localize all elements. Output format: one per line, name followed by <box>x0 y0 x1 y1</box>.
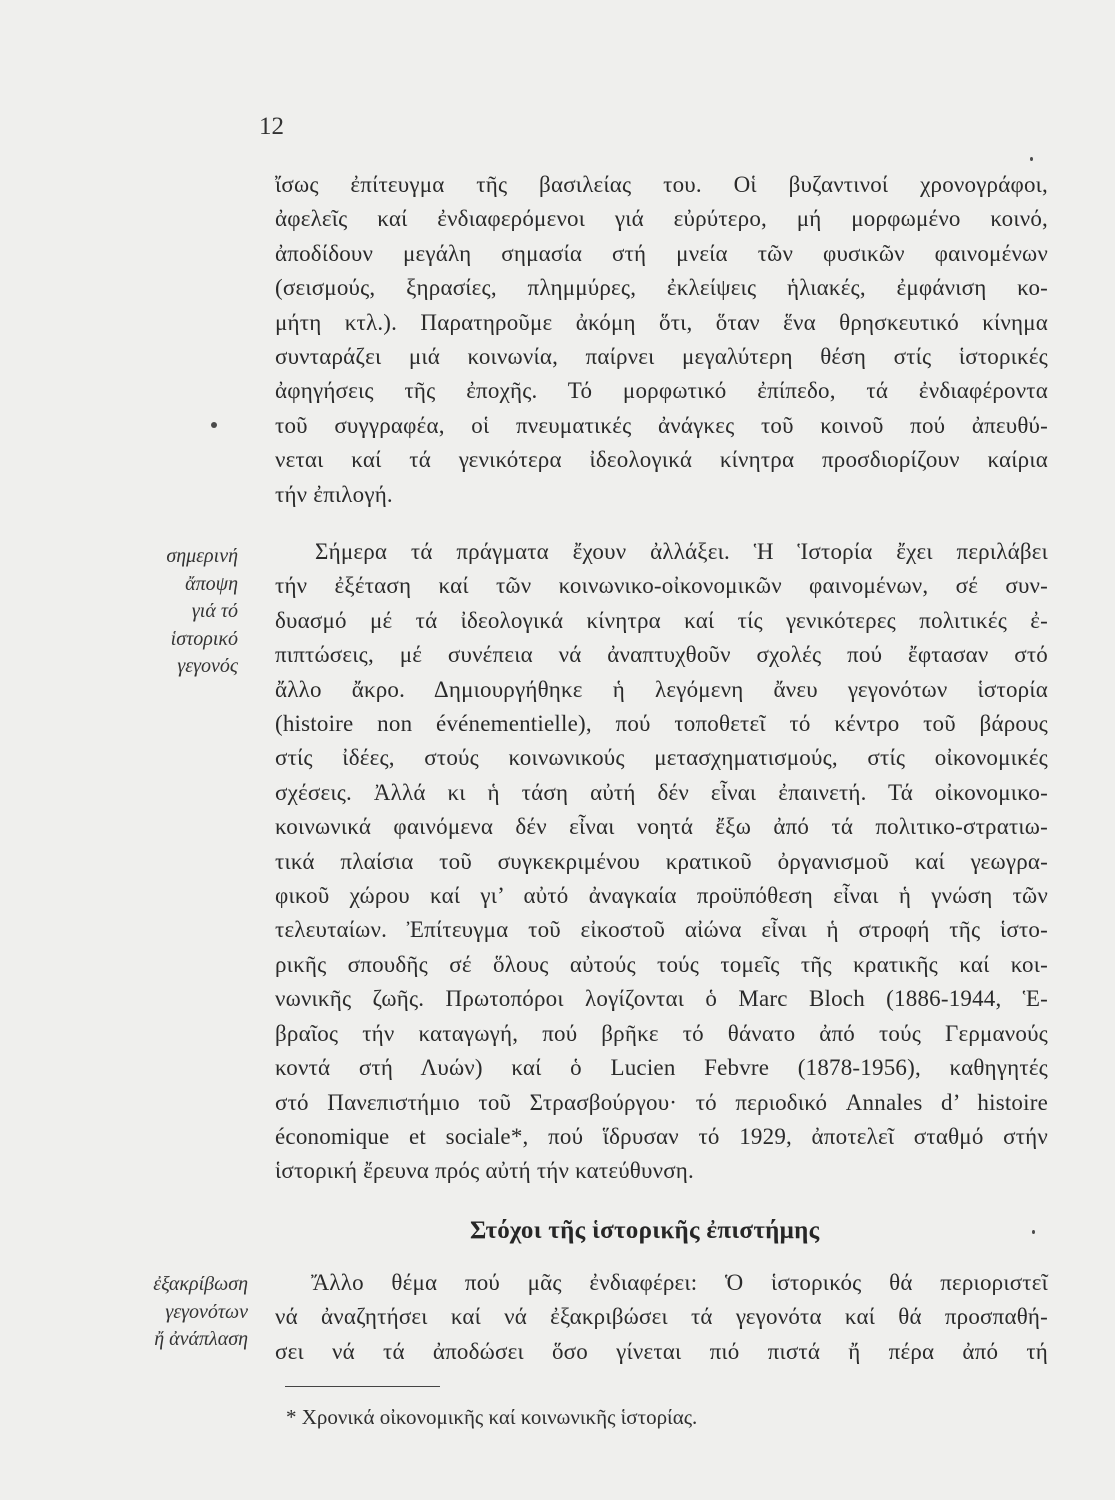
text-line: (σεισμούς, ξηρασίες, πλημμύρες, ἐκλείψεις ἡλιακές, ἐμφάνιση κο- <box>275 275 1048 301</box>
text-line: Ἄλλο θέμα πού μᾶς ἐνδιαφέρει: Ὁ ἱστορικός θά περιοριστεῖ <box>311 1270 1048 1295</box>
text-line: Σήμερα τά πράγματα ἔχουν ἀλλάξει. Ἡ Ἱστορία ἔχει περιλάβει <box>315 539 1048 564</box>
paragraph <box>275 1266 1048 1369</box>
text-line: ἀφηγήσεις τῆς ἐποχῆς. Τό μορφωτικό ἐπίπεδο, τά ἐνδιαφέροντα <box>275 378 1048 404</box>
text-line: économique et sociale*, πού ἵδρυσαν τό 1929, ἀποτελεῖ σταθμό στήν <box>275 1123 1048 1149</box>
text-line: νωνικῆς ζωῆς. Πρωτοπόροι λογίζονται ὁ Marc Bloch (1886-1944, Ἑ- <box>275 986 1048 1012</box>
scan-speck <box>1032 1230 1035 1234</box>
text-line: τικά πλαίσια τοῦ συγκεκριμένου κρατικοῦ ὀργανισμοῦ καί γεωγρα- <box>275 848 1048 874</box>
margin-note-line: γιά τό <box>191 600 238 622</box>
text-line: τοῦ συγγραφέα, οἱ πνευματικές ἀνάγκες τοῦ κοινοῦ πού ἀπευθύ- <box>275 412 1048 438</box>
text-line: μήτη κτλ.). Παρατηροῦμε ἀκόμη ὅτι, ὅταν ἕνα θρησκευτικό κίνημα <box>275 309 1048 335</box>
text-line: στό Πανεπιστήμιο τοῦ Στρασβούργου· τό περιοδικό Annales d’ histoire <box>275 1089 1048 1115</box>
paragraph <box>275 535 1048 1189</box>
text-line: ἴσως ἐπίτευγμα τῆς βασιλείας του. Οἱ βυζαντινοί χρονογράφοι, <box>275 172 1048 197</box>
section-heading: Στόχοι τῆς ἱστορικῆς ἐπιστήμης <box>470 1217 820 1244</box>
text-line: νά ἀναζητήσει καί νά ἐξακριβώσει τά γεγονότα καί θά προσπαθή- <box>275 1304 1048 1330</box>
text-line: πιπτώσεις, μέ συνέπεια νά ἀναπτυχθοῦν σχολές πού ἔφτασαν στό <box>275 642 1048 668</box>
text-line: φικοῦ χώρου καί γι’ αὐτό ἀναγκαία προϋπόθεση εἶναι ἡ γνώση τῶν <box>275 883 1048 909</box>
text-line: ἀποδίδουν μεγάλη σημασία στή μνεία τῶν φυσικῶν φαινομένων <box>275 240 1048 266</box>
margin-mark <box>211 422 217 428</box>
text-line: στίς ἰδέες, στούς κοινωνικούς μετασχηματισμούς, στίς οἰκονομικές <box>275 745 1048 771</box>
margin-note <box>70 1271 248 1354</box>
text-line: τήν ἐπιλογή. <box>275 481 393 507</box>
text-line: ἱστορική ἔρευνα πρός αὐτή τήν κατεύθυνση. <box>275 1158 694 1184</box>
text-line: σχέσεις. Ἀλλά κι ἡ τάση αὐτή δέν εἶναι ἐπαινετή. Τά οἰκονομικο- <box>275 779 1048 805</box>
text-line: τελευταίων. Ἐπίτευγμα τοῦ εἰκοστοῦ αἰώνα εἶναι ἡ στροφή τῆς ἱστο- <box>275 917 1048 943</box>
margin-note-line: γεγονότων <box>165 1300 248 1323</box>
text-line: σει νά τά ἀποδώσει ὅσο γίνεται πιό πιστά ἤ πέρα ἀπό τή <box>275 1338 1048 1364</box>
scan-speck <box>1030 157 1033 161</box>
text-line: κοντά στή Λυών) καί ὁ Lucien Febvre (1878-1956), καθηγητές <box>275 1055 1048 1081</box>
page-number: 12 <box>259 113 284 140</box>
text-line: βραῖος τήν καταγωγή, πού βρῆκε τό θάνατο ἀπό τούς Γερμανούς <box>275 1020 1048 1046</box>
text-line: τήν ἐξέταση καί τῶν κοινωνικο-οἰκονομικῶν φαινομένων, σέ συν- <box>275 573 1048 599</box>
paragraph <box>275 168 1048 512</box>
footnote: * Χρονικά οἰκονομικῆς καί κοινωνικῆς ἱστορίας. <box>286 1405 698 1429</box>
text-line: δυασμό μέ τά ἰδεολογικά κίνητρα καί τίς γενικότερες πολιτικές ἐ- <box>275 607 1048 633</box>
text-line: κοινωνικά φαινόμενα δέν εἶναι νοητά ἔξω ἀπό τά πολιτικο-στρατιω- <box>275 814 1048 840</box>
margin-note-line: γεγονός <box>177 655 238 677</box>
margin-note-line: σημερινή <box>166 545 238 567</box>
margin-note <box>70 543 238 681</box>
text-line: ἄλλο ἄκρο. Δημιουργήθηκε ἡ λεγόμενη ἄνευ γεγονότων ἱστορία <box>275 676 1048 702</box>
text-line: νεται καί τά γενικότερα ἰδεολογικά κίνητρα προσδιορίζουν καίρια <box>275 447 1048 473</box>
footnote-rule <box>285 1386 440 1387</box>
margin-note-line: ἐξακρίβωση <box>153 1273 248 1295</box>
text-line: ρικῆς σπουδῆς σέ ὅλους αὐτούς τούς τομεῖς τῆς κρατικῆς καί κοι- <box>275 951 1048 977</box>
margin-note-line: ἄποψη <box>185 572 238 595</box>
text-line: συνταράζει μιά κοινωνία, παίρνει μεγαλύτερη θέση στίς ἱστορικές <box>275 344 1048 370</box>
text-line: ἀφελεῖς καί ἐνδιαφερόμενοι γιά εὐρύτερο, μή μορφωμένο κοινό, <box>275 206 1048 232</box>
margin-note-line: ἱστορικό <box>170 627 238 650</box>
text-line: (histoire non événementielle), πού τοποθετεῖ τό κέντρο τοῦ βάρους <box>275 711 1048 737</box>
margin-note-line: ἤ ἀνάπλαση <box>154 1328 248 1350</box>
